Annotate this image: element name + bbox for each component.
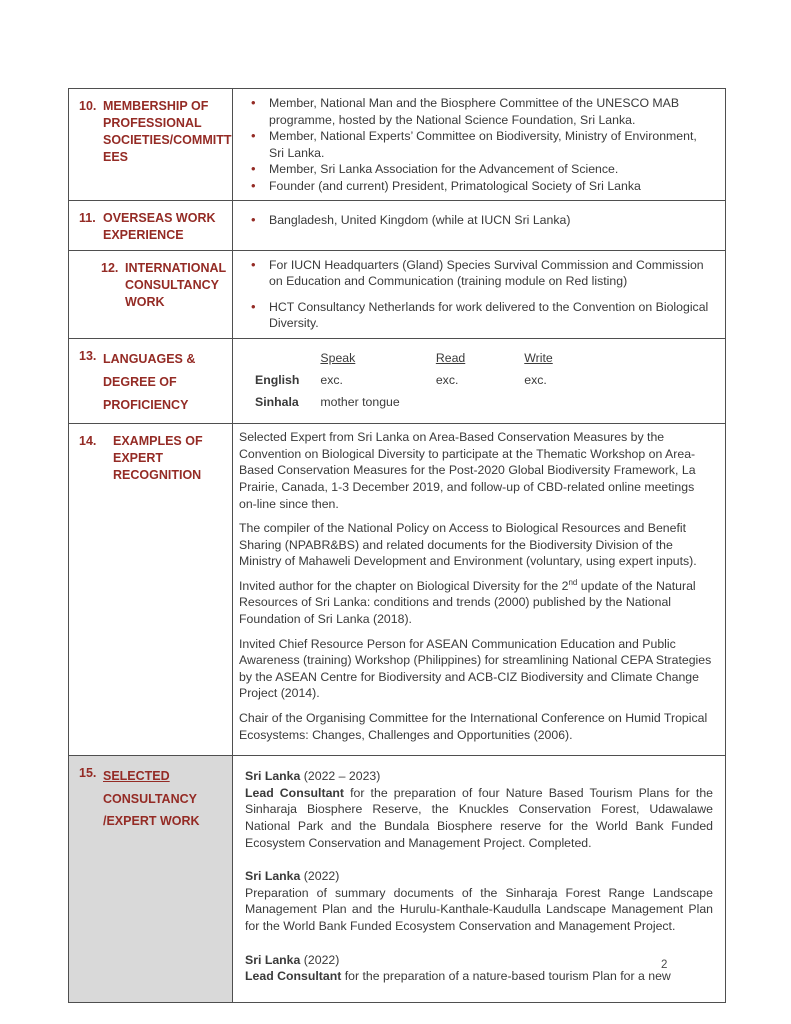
consultancy-entry: [245, 868, 713, 934]
table-row: [255, 369, 717, 391]
consultancy-entries: [233, 756, 725, 985]
row-heading: [79, 98, 232, 166]
language-name: Sinhala: [255, 394, 299, 409]
row-heading-text: MEMBERSHIP OF PROFESSIONAL SOCIETIES/COMMITT EES: [103, 99, 232, 164]
row-heading: [79, 210, 228, 244]
row-number: 11.: [79, 211, 96, 225]
column-header-read: Read: [435, 350, 466, 365]
entry-role: Lead Consultant: [245, 785, 345, 800]
row-heading-cell: [69, 251, 233, 338]
entry-heading: [245, 768, 713, 785]
membership-bullet-list: [233, 89, 725, 200]
list-item: • Member, Sri Lanka Association for the Advancement of Science.: [239, 161, 715, 178]
row-heading-text: SELECTED CONSULTANCY /EXPERT WORK: [103, 769, 200, 829]
language-table-header-row: [255, 347, 717, 369]
table-row-overseas-work: [69, 200, 725, 250]
paragraph: Invited Chief Resource Person for ASEAN Communication Education and Public Awareness (training) Workshop (Philippines) for streamlining National CEPA Strategies by the ASEAN Centre for Biodiversity and ACB-CIZ Biodiversity and Climate Change Project (2014).: [239, 636, 712, 701]
row-content-cell: [233, 201, 725, 250]
speak-level: exc.: [320, 372, 343, 387]
row-heading: [79, 348, 228, 417]
list-item: • HCT Consultancy Netherlands for work delivered to the Convention on Biological Diversity.: [239, 299, 715, 332]
row-number: 10.: [79, 99, 97, 113]
row-content-cell: [233, 424, 725, 755]
language-proficiency-table: [233, 339, 725, 417]
table-row: [255, 391, 717, 413]
row-content-cell: [233, 339, 725, 423]
consultancy-entry: [245, 768, 713, 851]
table-row-languages: [69, 338, 725, 423]
paragraph: Chair of the Organising Committee for the International Conference on Humid Tropical Ecosystems: Changes, Challenges and Opportunities (2006).: [239, 711, 708, 742]
entry-period: (2022 – 2023): [300, 769, 381, 784]
write-level: exc.: [524, 372, 547, 387]
entry-body: Preparation of summary documents of the Sinharaja Forest Range Landscape Management Plan and the Hurulu-Kanthale-Kaudulla Landscape Management Plan for the World Bank Funded Ecosystem Conservation and Management Project.: [245, 885, 713, 933]
list-item: • Member, National Man and the Biosphere Committee of the UNESCO MAB programme, hosted by the National Science Foundation, Sri Lanka.: [239, 95, 715, 128]
row-heading-cell: [69, 201, 233, 250]
entry-period: (2022): [300, 952, 340, 967]
row-number: 13.: [79, 348, 97, 363]
list-item: • Member, National Experts’ Committee on Biodiversity, Ministry of Environment, Sri Lanka.: [239, 128, 715, 161]
consultancy-entry: [245, 952, 713, 985]
table-row-international-consultancy: [69, 250, 725, 338]
entry-role: Lead Consultant: [245, 969, 342, 984]
entry-body: Lead Consultant for the preparation of a nature-based tourism Plan for a new: [245, 969, 671, 984]
row-content-cell: [233, 756, 725, 1002]
row-heading-text: INTERNATIONAL CONSULTANCY WORK: [125, 260, 227, 309]
row-heading: [79, 260, 228, 311]
paragraph: Selected Expert from Sri Lanka on Area-Based Conservation Measures by the Convention on Biological Diversity to participate at the Thematic Workshop on Area-Based Conservation Measures for the Post-2020 Global Biodiversity Framework, La Prairie, Canada, 1-3 December 2019, and follow-up of CBD-related online meetings on-line since then.: [239, 430, 696, 511]
column-header-speak: Speak: [320, 350, 356, 365]
list-item: • Founder (and current) President, Primatological Society of Sri Lanka: [239, 178, 715, 195]
table-row-membership: [69, 89, 725, 200]
entry-country: Sri Lanka: [245, 769, 301, 784]
table-row-selected-consultancy: [69, 755, 725, 1002]
row-heading-cell: [69, 424, 233, 755]
page-number: 2: [661, 959, 668, 971]
entry-heading: [245, 952, 713, 969]
row-heading-cell: [69, 89, 233, 200]
consultancy-bullet-list: [233, 251, 725, 338]
list-item: • Bangladesh, United Kingdom (while at IUCN Sri Lanka): [239, 212, 715, 229]
language-name: English: [255, 372, 300, 387]
table-row-expert-recognition: [69, 423, 725, 755]
row-heading-text: OVERSEAS WORK EXPERIENCE: [103, 211, 216, 242]
entry-body: Lead Consultant for the preparation of four Nature Based Tourism Plans for the Sinharaja Biosphere Reserve, the Knuckles Conservation Forest, Udawalawe National Park and the Bundala Biosphere reserve for the World Bank Funded Ecosystem Conservation and Management Project. Completed.: [245, 785, 713, 850]
column-header-write: Write: [524, 350, 553, 365]
ordinal-superscript: nd: [568, 577, 578, 587]
row-number: 12.: [101, 260, 119, 275]
read-level: exc.: [435, 372, 459, 387]
row-heading-text: EXAMPLES OF EXPERT RECOGNITION: [113, 434, 203, 482]
row-content-cell: [233, 89, 725, 200]
row-heading: [79, 433, 228, 484]
row-heading: [79, 765, 228, 833]
row-heading-cell: [69, 339, 233, 423]
speak-level: mother tongue: [320, 394, 400, 409]
entry-heading: [245, 868, 713, 885]
entry-country: Sri Lanka: [245, 869, 301, 884]
entry-country: Sri Lanka: [245, 952, 301, 967]
entry-period: (2022): [300, 869, 340, 884]
row-content-cell: [233, 251, 725, 338]
expert-recognition-paragraphs: [233, 424, 725, 755]
cv-table: [68, 88, 726, 1003]
row-heading-cell: [69, 756, 233, 1002]
list-item: • For IUCN Headquarters (Gland) Species Survival Commission and Commission on Education and Communication (training module on Red listing): [239, 257, 715, 290]
paragraph: Invited author for the chapter on Biological Diversity for the 2nd update of the Natural Resources of Sri Lanka: conditions and trends (2000) published by the National Foundation of Sri Lanka (2018).: [239, 577, 696, 627]
row-number: 15.: [79, 766, 97, 781]
row-heading-text: LANGUAGES & DEGREE OF PROFICIENCY: [103, 351, 196, 412]
row-number: 14.: [79, 434, 97, 449]
paragraph: The compiler of the National Policy on Access to Biological Resources and Benefit Sharing (NPABR&BS) and related documents for the Biodiversity Division of the Ministry of Mahaweli Development and Environment (voluntary, using expert inputs).: [239, 521, 697, 569]
overseas-bullet-list: [233, 201, 725, 235]
